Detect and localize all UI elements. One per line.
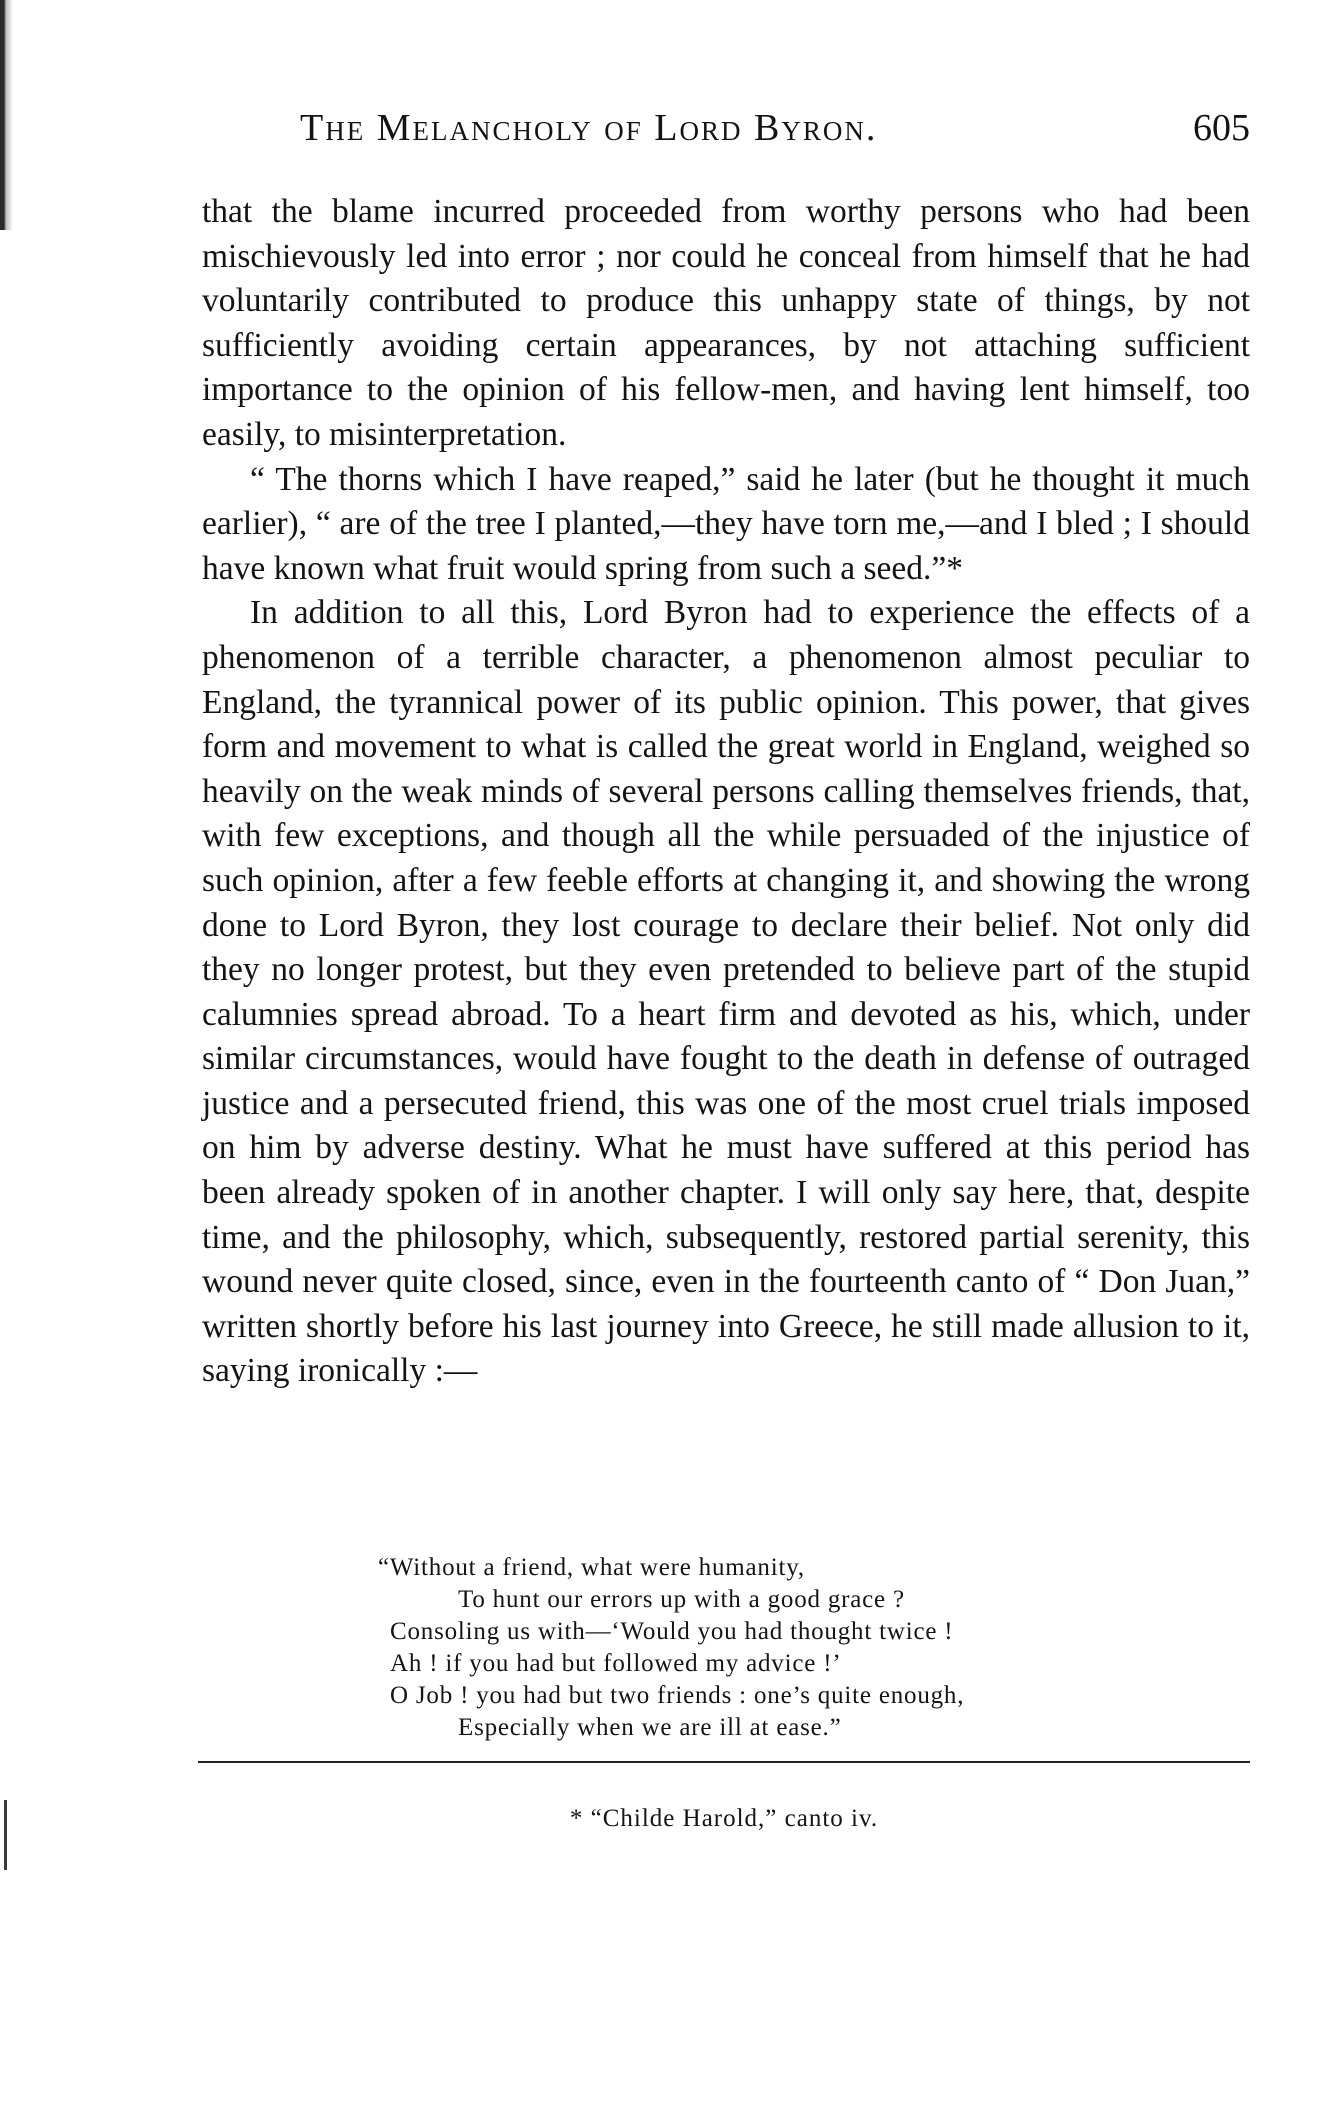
running-head-title: The Melancholy of Lord Byron.	[300, 107, 878, 149]
footnote-divider	[198, 1761, 1250, 1763]
paragraph-continued: that the blame incurred proceeded from worthy persons who had been mischievously led into error ; nor could he conceal from himself that he had voluntarily contributed to produce this unhappy state of things, by not sufficiently avoiding certain appearances, by not attaching sufficient importance to the opinion of his fellow-men, and having lent himself, too easily, to misinterpretation.	[202, 193, 1250, 453]
paragraph-public-opinion: In addition to all this, Lord Byron had to experience the effects of a phenomenon of a terrible character, a phenomenon almost peculiar to England, the tyrannical power of its public opinion. This power, that gives form and movement to what is called the great world in England, weighed so heavily on the weak minds of several persons calling themselves friends, that, with few exceptions, and though all the while persuaded of the injustice of such opinion, after a few feeble efforts at changing it, and showing the wrong done to Lord Byron, they lost courage to declare their belief. Not only did they no longer protest, but they even pretended to believe part of the stupid calumnies spread abroad. To a heart firm and devoted as his, which, under similar circumstances, would have fought to the death in defense of outraged justice and a persecuted friend, this was one of the most cruel trials imposed on him by adverse destiny. What he must have suffered at this period has been already spoken of in another chapter. I will only say here, that, despite time, and the philosophy, which, subsequently, restored partial serenity, this wound never quite closed, since, even in the fourteenth canto of “ Don Juan,” written shortly before his last journey into Greece, he still made allusion to it, saying ironically :—	[202, 594, 1250, 1390]
verse-line: Especially when we are ill at ease.”	[458, 1714, 842, 1741]
paragraph-quotation: “ The thorns which I have reaped,” said he later (but he thought it much earlier), “ are of the tree I planted,—they have torn me,—and I bled ; I should have known what fruit would spring from such a seed.”*	[202, 460, 1250, 587]
body-text	[202, 190, 1250, 1394]
running-head	[300, 106, 1250, 156]
page-number: 605	[1193, 107, 1250, 149]
scan-gutter-shadow	[0, 0, 14, 230]
verse-line: To hunt our errors up with a good grace ?	[458, 1586, 905, 1613]
verse-line: O Job ! you had but two friends : one’s quite enough,	[390, 1682, 965, 1709]
scan-edge-mark	[4, 1800, 7, 1870]
verse-line: Consoling us with—‘Would you had thought twice !	[390, 1618, 954, 1645]
verse-line: Ah ! if you had but followed my advice !’	[390, 1650, 842, 1677]
verse-quotation	[378, 1552, 1190, 1744]
verse-line: “Without a friend, what were humanity,	[378, 1554, 805, 1581]
footnote: * “Childe Harold,” canto iv.	[569, 1805, 879, 1832]
